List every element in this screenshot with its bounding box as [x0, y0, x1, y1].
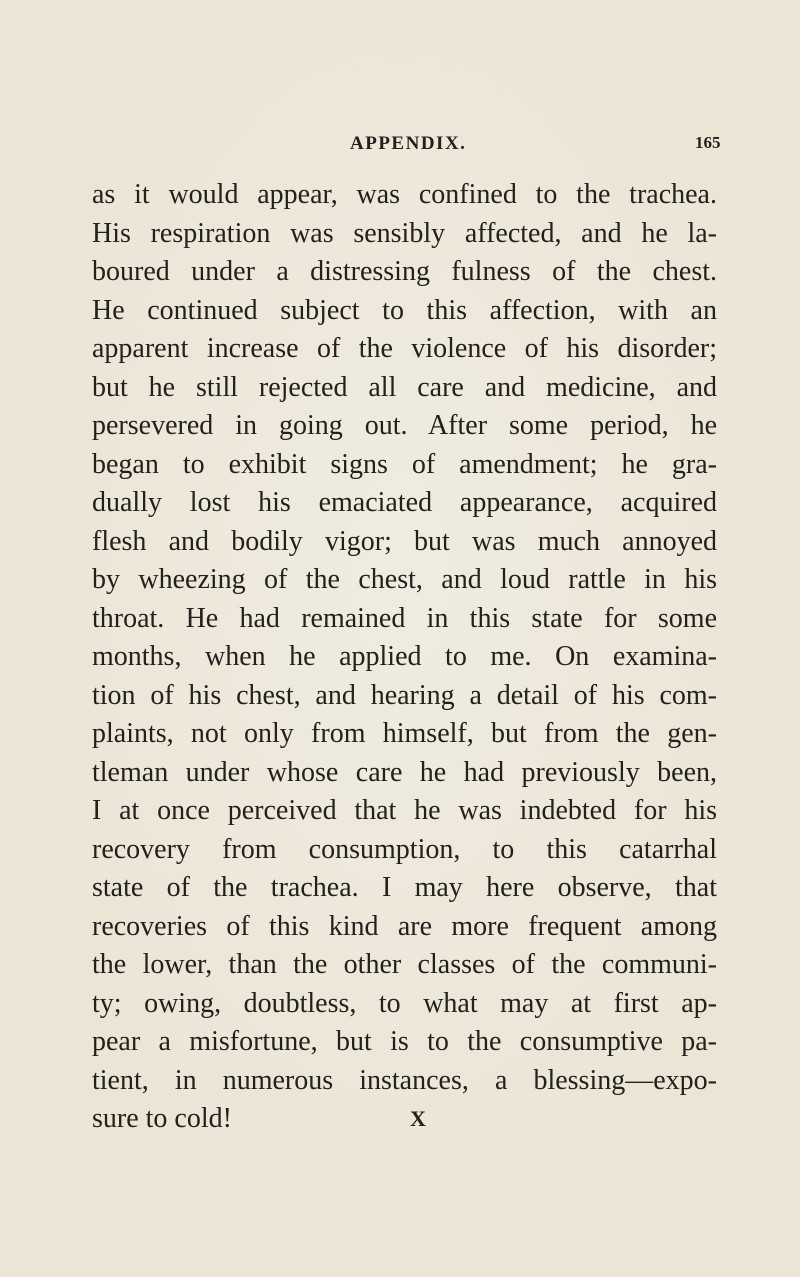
text-line: boured under a distressing fulness of the chest.	[92, 256, 717, 287]
text-line: dually lost his emaciated appearance, acquired	[92, 487, 717, 518]
text-line: ty; owing, doubtless, to what may at first ap-	[92, 987, 717, 1019]
signature-mark: X	[410, 1106, 426, 1131]
running-head	[0, 133, 800, 161]
text-line: persevered in going out. After some period, he	[92, 410, 717, 441]
text-line: tion of his chest, and hearing a detail of his com-	[92, 679, 717, 711]
text-line: tleman under whose care he had previously been,	[92, 756, 717, 788]
text-line: began to exhibit signs of amendment; he gra-	[92, 448, 717, 480]
text-line: but he still rejected all care and medicine, and	[92, 371, 717, 403]
text-line: flesh and bodily vigor; but was much annoyed	[92, 525, 717, 557]
text-line: His respiration was sensibly affected, and he la-	[92, 217, 717, 249]
text-line: by wheezing of the chest, and loud rattle in his	[92, 564, 717, 595]
text-line: sure to cold!	[92, 1103, 232, 1134]
text-line: I at once perceived that he was indebted for his	[92, 795, 717, 826]
running-title: APPENDIX.	[350, 133, 467, 154]
text-line: as it would appear, was confined to the trachea.	[92, 179, 717, 210]
page-number: 165	[695, 133, 721, 152]
text-line: He continued subject to this affection, with an	[92, 294, 717, 326]
text-line: months, when he applied to me. On examina-	[92, 641, 717, 672]
text-line: tient, in numerous instances, a blessing—expo-	[92, 1064, 717, 1096]
text-line: apparent increase of the violence of his disorder;	[92, 333, 717, 364]
text-line: throat. He had remained in this state for some	[92, 602, 717, 634]
text-line: plaints, not only from himself, but from the gen-	[92, 718, 717, 749]
text-line: pear a misfortune, but is to the consumptive pa-	[92, 1026, 717, 1057]
text-line: the lower, than the other classes of the communi-	[92, 949, 717, 980]
text-line: recoveries of this kind are more frequent among	[92, 910, 717, 942]
text-line: recovery from consumption, to this catarrhal	[92, 833, 717, 865]
text-line: state of the trachea. I may here observe, that	[92, 872, 717, 903]
body-text	[92, 176, 717, 1139]
